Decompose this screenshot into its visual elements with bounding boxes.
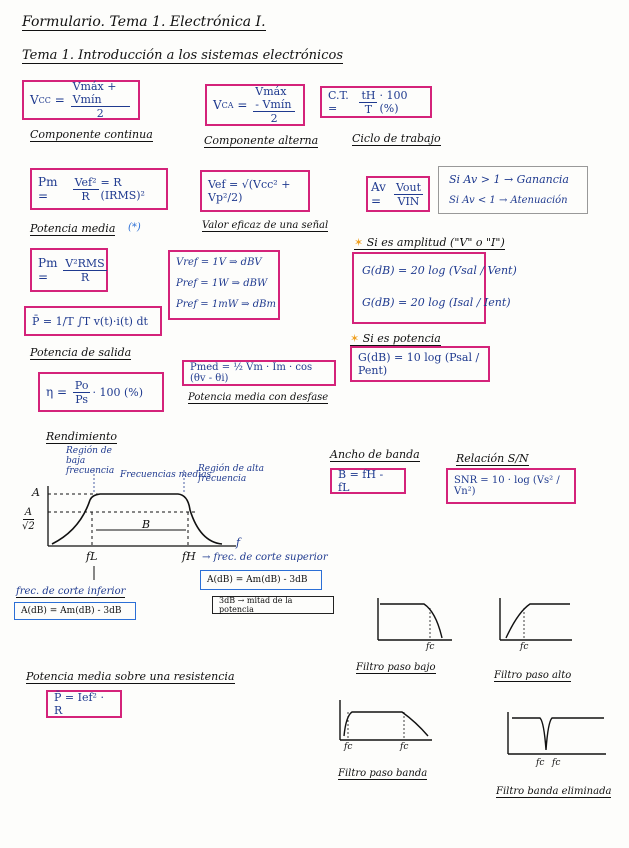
av-case-att: Si Av < 1 → Atenuación bbox=[449, 195, 568, 206]
fh-desc: → frec. de corte superior bbox=[202, 552, 328, 563]
g-v: G(dB) = 20 log (Vsal / Vent) bbox=[362, 264, 517, 277]
pot-title: ✶ Si es potencia bbox=[350, 332, 441, 345]
bpf-curve bbox=[344, 712, 428, 736]
star-icon: ✶ bbox=[350, 332, 360, 345]
a-fl-box: A(dB) = Am(dB) - 3dB bbox=[14, 602, 136, 620]
fl-desc: frec. de corte inferior bbox=[16, 586, 126, 597]
power-resistor-caption: Potencia media sobre una resistencia bbox=[26, 670, 235, 683]
star-icon: ✶ bbox=[354, 236, 364, 249]
hpf-curve bbox=[506, 604, 570, 638]
snr-caption: Relación S/N bbox=[456, 452, 529, 465]
av-box: Av = $\frac{\text{Vout}}{\text{VIN}}$ bbox=[366, 176, 430, 212]
y-a-label: A bbox=[32, 486, 40, 499]
pm-box: Pm = $\frac{\text{Vef²}}{R}$ = R (IRMS)² bbox=[30, 168, 168, 210]
region-high-label: Región de alta frecuencia bbox=[198, 464, 264, 484]
hpf-axes bbox=[500, 598, 572, 640]
av-cases-box bbox=[438, 166, 588, 214]
pm-mark: (*) bbox=[128, 222, 141, 233]
ref-line-v: Vref = 1V ⇒ dBV bbox=[176, 257, 262, 268]
lpf-label: Filtro paso bajo bbox=[356, 662, 436, 673]
section-title: Tema 1. Introducción a los sistemas electrónicos bbox=[22, 48, 343, 63]
av-case-gain: Si Av > 1 → Ganancia bbox=[449, 173, 569, 186]
bsf-axes bbox=[508, 712, 606, 754]
vef-box: Vef = √(Vcc² + Vp²/2) bbox=[200, 170, 310, 212]
fl-label: fL bbox=[86, 550, 98, 563]
amp-title: ✶ Si es amplitud ("V" o "I") bbox=[354, 236, 505, 249]
bsf-curve bbox=[512, 718, 604, 750]
hpf-label: Filtro paso alto bbox=[494, 670, 572, 681]
ref-line-mw: Pref = 1mW ⇒ dBm bbox=[176, 299, 276, 310]
bsf-fc2-label: fc bbox=[552, 758, 561, 768]
pmed-caption: Potencia media con desfase bbox=[188, 392, 329, 403]
f-label: f bbox=[236, 536, 241, 549]
bw-caption: Ancho de banda bbox=[330, 448, 420, 461]
rend-box: η = $\frac{Po}{Ps}$ · 100 (%) bbox=[38, 372, 164, 412]
bpf-label: Filtro paso banda bbox=[338, 768, 428, 779]
gain-pot-box: G(dB) = 10 log (Psal / Pent) bbox=[350, 346, 490, 382]
response-curve bbox=[52, 494, 222, 544]
salida-caption: Potencia de salida bbox=[30, 346, 132, 359]
lpf-fc-label: fc bbox=[426, 642, 435, 652]
ref-box bbox=[168, 250, 280, 320]
pm-rms-box: Pm = $\frac{\text{V²RMS}}{R}$ bbox=[30, 248, 108, 292]
bw-box: B = fH - fL bbox=[330, 468, 406, 494]
gain-amp-box bbox=[352, 252, 517, 324]
power-resistor-box: P̄ = Ief² · R bbox=[46, 690, 122, 718]
lpf-axes bbox=[378, 598, 452, 640]
fh-label: fH bbox=[182, 550, 196, 563]
ct-caption: Ciclo de trabajo bbox=[352, 132, 441, 145]
vef-caption: Valor eficaz de una señal bbox=[202, 220, 329, 231]
bsf-label: Filtro banda eliminada bbox=[496, 786, 612, 797]
ref-line-w: Pref = 1W ⇒ dBW bbox=[176, 278, 268, 289]
b-label: B bbox=[142, 518, 151, 531]
region-mid-label: Frecuencias medias bbox=[120, 470, 212, 480]
vca-caption: Componente alterna bbox=[204, 134, 319, 147]
a-fh-box: A(dB) = Am(dB) - 3dB bbox=[200, 570, 322, 590]
lpf-curve bbox=[380, 604, 442, 638]
y-a-sqrt2-label: $\frac{A}{√2}$ bbox=[22, 507, 35, 532]
region-low-label: Región de baja frecuencia bbox=[66, 446, 115, 476]
note-3db-box: 3dB → mitad de la potencia bbox=[212, 596, 334, 614]
p-integral-box: P̄ = 1/T ∫T v(t)·i(t) dt bbox=[24, 306, 162, 336]
pm-caption: Potencia media bbox=[30, 222, 116, 235]
g-i: G(dB) = 20 log (Isal / Ient) bbox=[362, 296, 511, 309]
vca-box: V CA = $\frac{\text{Vmáx - Vmín}}{2}$ bbox=[205, 84, 305, 126]
bpf-axes bbox=[340, 700, 432, 740]
bpf-fc1-label: fc bbox=[344, 742, 353, 752]
rend-caption: Rendimiento bbox=[46, 430, 118, 443]
pmed-box: Pmed = ½ Vm · Im · cos (θv - θi) bbox=[182, 360, 336, 386]
bpf-fc2-label: fc bbox=[400, 742, 409, 752]
page-title: Formulario. Tema 1. Electrónica I. bbox=[22, 14, 266, 30]
vcc-box: V CC = $\frac{\text{Vmáx + Vmín}}{2}$ bbox=[22, 80, 140, 120]
hpf-fc-label: fc bbox=[520, 642, 529, 652]
vcc-caption: Componente continua bbox=[30, 128, 153, 141]
bsf-fc1-label: fc bbox=[536, 758, 545, 768]
snr-box: SNR = 10 · log (Vs² / Vn²) bbox=[446, 468, 576, 504]
ct-box: C.T. = $\frac{tH}{T}$ · 100 (%) bbox=[320, 86, 432, 118]
